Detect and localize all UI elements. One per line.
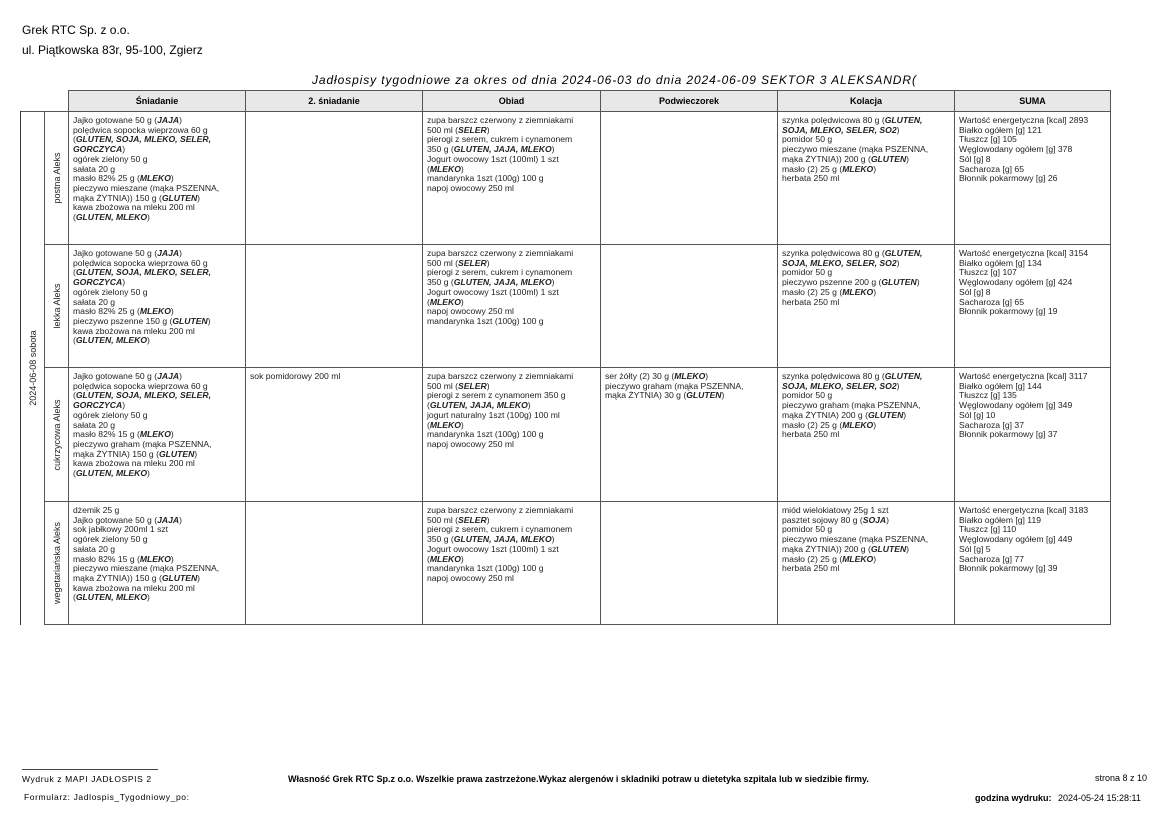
date-label: 2024-06-08 sobota	[27, 330, 38, 407]
allergen-text: MLEKO	[842, 553, 874, 564]
allergen-text: JAJA	[157, 371, 180, 381]
allergen-text: SELER	[458, 514, 487, 525]
table-header-row	[21, 91, 1111, 112]
allergen-text: GLUTEN, SOJA, MLEKO, SELER, GORCZYCA	[73, 134, 211, 155]
allergen-text: GLUTEN, JAJA, MLEKO	[429, 400, 528, 411]
allergen-text: GLUTEN, SOJA, MLEKO, SELER, GORCZYCA	[73, 267, 211, 288]
page-title: Jadłospisy tygodniowe za okres od dnia 2024-06-03 do dnia 2024-06-09 SEKTOR 3 ALEKSANDR(	[312, 73, 917, 87]
allergen-text: GLUTEN	[161, 572, 198, 583]
allergen-text: GLUTEN, JAJA, MLEKO	[453, 534, 552, 545]
company-name: Grek RTC Sp. z o.o.	[22, 23, 130, 37]
meal-cell-dinner: szynka polędwicowa 80 g (GLUTEN, SOJA, MLEKO, SELER, SO2) pomidor 50 g pieczywo pszenne 200 g (GLUTEN) masło (2) 25 g (MLEKO) herbata 250 ml	[778, 245, 955, 368]
meal-cell-dinner: szynka polędwicowa 80 g (GLUTEN, SOJA, MLEKO, SELER, SO2) pomidor 50 g pieczywo graham (mąka PSZENNA, mąka ŻYTNIA) 200 g (GLUTEN) masło (2) 25 g (MLEKO) herbata 250 ml	[778, 368, 955, 502]
allergen-text: MLEKO	[139, 173, 171, 184]
diet-cell	[45, 368, 69, 502]
footer-print-source: Wydruk z MAPI JADŁOSPIS 2	[22, 774, 152, 784]
column-header-dinner: Kolacja	[778, 91, 955, 112]
allergen-text: MLEKO	[429, 296, 461, 307]
footer-divider	[22, 769, 158, 770]
allergen-text: GLUTEN	[881, 277, 917, 288]
column-header-sum: SUMA	[955, 91, 1111, 112]
meal-cell-second-breakfast	[246, 502, 423, 625]
print-time-value: 2024-05-24 15:28:11	[1058, 793, 1141, 803]
diet-label: cukrzycowa Aleks	[51, 398, 62, 471]
diet-cell	[45, 502, 69, 625]
allergen-text: MLEKO	[139, 553, 171, 564]
allergen-text: JAJA	[157, 248, 180, 258]
date-cell	[21, 112, 45, 625]
meal-cell-afternoon-snack	[601, 502, 778, 625]
meal-cell-breakfast: Jajko gotowane 50 g (JAJA) polędwica sopocka wieprzowa 60 g (GLUTEN, SOJA, MLEKO, SELER, GORCZYCA) ogórek zielony 50 g sałata 20 g masło 82% 25 g (MLEKO) pieczywo pszenne 150 g (GLUTEN) kawa zbożowa na mleku 200 ml (GLUTEN, MLEKO)	[69, 245, 246, 368]
table-row	[21, 502, 1111, 625]
diet-label: postna Aleks	[51, 152, 62, 204]
allergen-text: SELER	[458, 257, 487, 268]
sum-cell: Wartość energetyczna [kcal] 3154 Białko ogółem [g] 134 Tłuszcz [g] 107 Węglowodany ogółem [g] 424 Sól [g] 8 Sacharoza [g] 65 Błonnik pokarmowy [g] 19	[955, 245, 1111, 368]
allergen-text: GLUTEN, SOJA, MLEKO, SELER, SO2	[782, 115, 923, 135]
meal-cell-lunch: zupa barszcz czerwony z ziemniakami 500 ml (SELER) pierogi z serem, cukrem i cynamonem 350 g (GLUTEN, JAJA, MLEKO) Jogurt owocowy 1szt (100ml) 1 szt (MLEKO) napoj owocowy 250 ml mandarynka 1szt (100g) 100 g	[423, 245, 601, 368]
allergen-text: SOJA	[862, 514, 887, 525]
meal-cell-dinner: szynka polędwicowa 80 g (GLUTEN, SOJA, MLEKO, SELER, SO2) pomidor 50 g pieczywo mieszane (mąka PSZENNA, mąka ŻYTNIA)) 200 g (GLUTEN) masło (2) 25 g (MLEKO) herbata 250 ml	[778, 112, 955, 245]
allergen-text: MLEKO	[842, 419, 874, 430]
allergen-text: SELER	[458, 380, 487, 391]
meal-cell-dinner: miód wielokiatowy 25g 1 szt pasztet sojowy 80 g (SOJA) pomidor 50 g pieczywo mieszane (mąka PSZENNA, mąka ŻYTNIA)) 200 g (GLUTEN) masło (2) 25 g (MLEKO) herbata 250 ml	[778, 502, 955, 625]
allergen-text: GLUTEN, MLEKO	[75, 335, 148, 346]
allergen-text: MLEKO	[842, 163, 874, 174]
meal-cell-afternoon-snack	[601, 245, 778, 368]
allergen-text: GLUTEN, SOJA, MLEKO, SELER, SO2	[782, 371, 923, 391]
page-number: strona 8 z 10	[1095, 773, 1148, 783]
diet-label: wegetariańska Aleks	[51, 521, 62, 605]
meal-cell-lunch: zupa barszcz czerwony z ziemniakami 500 ml (SELER) pierogi z serem z cynamonem 350 g (GLUTEN, JAJA, MLEKO) jogurt naturalny 1szt (100g) 100 ml (MLEKO) mandarynka 1szt (100g) 100 g napoj owocowy 250 ml	[423, 368, 601, 502]
meal-cell-second-breakfast: sok pomidorowy 200 ml	[246, 368, 423, 502]
meal-cell-second-breakfast	[246, 245, 423, 368]
sum-cell: Wartość energetyczna [kcal] 3117 Białko ogółem [g] 144 Tłuszcz [g] 135 Węglowodany ogółem [g] 349 Sól [g] 10 Sacharoza [g] 37 Błonnik pokarmowy [g] 37	[955, 368, 1111, 502]
allergen-text: GLUTEN, JAJA, MLEKO	[453, 277, 552, 288]
meal-cell-breakfast: dżemik 25 g Jajko gotowane 50 g (JAJA) sok jabłkowy 200ml 1 szt ogórek zielony 50 g sałata 20 g masło 82% 15 g (MLEKO) pieczywo mieszane (mąka PSZENNA, mąka ŻYTNIA)) 150 g (GLUTEN) kawa zbożowa na mleku 200 ml (GLUTEN, MLEKO)	[69, 502, 246, 625]
footer-form-name: Formularz: Jadlospis_Tygodniowy_po:	[24, 792, 190, 802]
meal-cell-afternoon-snack	[601, 112, 778, 245]
allergen-text: GLUTEN, MLEKO	[75, 212, 148, 223]
column-header-second-breakfast: 2. śniadanie	[246, 91, 423, 112]
meal-cell-afternoon-snack: ser żółty (2) 30 g (MLEKO) pieczywo graham (mąka PSZENNA, mąka ŻYTNIA) 30 g (GLUTEN)	[601, 368, 778, 502]
allergen-text: GLUTEN	[158, 448, 195, 459]
menu-table	[20, 90, 1111, 625]
allergen-text: GLUTEN	[172, 315, 208, 326]
meal-cell-breakfast: Jajko gotowane 50 g (JAJA) polędwica sopocka wieprzowa 60 g (GLUTEN, SOJA, MLEKO, SELER, GORCZYCA) ogórek zielony 50 g sałata 20 g masło 82% 25 g (MLEKO) pieczywo mieszane (mąka PSZENNA, mąka ŻYTNIA)) 150 g (GLUTEN) kawa zbożowa na mleku 200 ml (GLUTEN, MLEKO)	[69, 112, 246, 245]
column-header-breakfast: Śniadanie	[69, 91, 246, 112]
diet-cell	[45, 112, 69, 245]
table-row	[21, 368, 1111, 502]
allergen-text: MLEKO	[139, 429, 171, 440]
allergen-text: SELER	[458, 124, 487, 135]
sum-cell: Wartość energetyczna [kcal] 2893 Białko ogółem [g] 121 Tłuszcz [g] 105 Węglowodany ogółem [g] 378 Sól [g] 8 Sacharoza [g] 65 Błonnik pokarmowy [g] 26	[955, 112, 1111, 245]
print-time-label: godzina wydruku:	[975, 793, 1052, 803]
header-spacer	[45, 91, 69, 112]
allergen-text: MLEKO	[842, 286, 874, 297]
allergen-text: MLEKO	[139, 306, 171, 317]
meal-cell-second-breakfast	[246, 112, 423, 245]
meal-cell-lunch: zupa barszcz czerwony z ziemniakami 500 ml (SELER) pierogi z serem, cukrem i cynamonem 350 g (GLUTEN, JAJA, MLEKO) Jogurt owocowy 1szt (100ml) 1 szt (MLEKO) mandarynka 1szt (100g) 100 g napoj owocowy 250 ml	[423, 502, 601, 625]
column-header-lunch: Obiad	[423, 91, 601, 112]
allergen-text: GLUTEN	[867, 409, 904, 420]
allergen-text: MLEKO	[429, 553, 461, 564]
allergen-text: GLUTEN, MLEKO	[75, 468, 148, 479]
allergen-text: GLUTEN	[161, 192, 198, 203]
meal-cell-lunch: zupa barszcz czerwony z ziemniakami 500 ml (SELER) pierogi z serem, cukrem i cynamonem 350 g (GLUTEN, JAJA, MLEKO) Jogurt owocowy 1szt (100ml) 1 szt (MLEKO) mandarynka 1szt (100g) 100 g napoj owocowy 250 ml	[423, 112, 601, 245]
allergen-text: GLUTEN, MLEKO	[75, 592, 148, 603]
allergen-text: GLUTEN, JAJA, MLEKO	[453, 144, 552, 155]
allergen-text: MLEKO	[674, 371, 706, 381]
diet-cell	[45, 245, 69, 368]
company-address: ul. Piątkowska 83r, 95-100, Zgierz	[22, 43, 203, 57]
allergen-text: MLEKO	[429, 419, 461, 430]
sum-cell: Wartość energetyczna [kcal] 3183 Białko ogółem [g] 119 Tłuszcz [g] 110 Węglowodany ogółem [g] 449 Sól [g] 5 Sacharoza [g] 77 Błonnik pokarmowy [g] 39	[955, 502, 1111, 625]
meal-cell-breakfast: Jajko gotowane 50 g (JAJA) polędwica sopocka wieprzowa 60 g (GLUTEN, SOJA, MLEKO, SELER, GORCZYCA) ogórek zielony 50 g sałata 20 g masło 82% 15 g (MLEKO) pieczywo graham (mąka PSZENNA, mąka ŻYTNIA) 150 g (GLUTEN) kawa zbożowa na mleku 200 ml (GLUTEN, MLEKO)	[69, 368, 246, 502]
table-row	[21, 245, 1111, 368]
header-spacer	[21, 91, 45, 112]
allergen-text: GLUTEN	[870, 543, 907, 554]
allergen-text: JAJA	[157, 514, 180, 525]
allergen-text: GLUTEN, SOJA, MLEKO, SELER, SO2	[782, 248, 923, 268]
diet-label: lekka Aleks	[51, 283, 62, 329]
allergen-text: GLUTEN, SOJA, MLEKO, SELER, GORCZYCA	[73, 390, 211, 411]
table-row	[21, 112, 1111, 245]
column-header-afternoon-snack: Podwieczorek	[601, 91, 778, 112]
allergen-text: GLUTEN	[870, 153, 907, 164]
allergen-text: MLEKO	[429, 163, 461, 174]
allergen-text: JAJA	[157, 115, 180, 125]
allergen-text: GLUTEN	[686, 390, 722, 401]
footer-ownership-note: Własność Grek RTC Sp.z o.o. Wszelkie prawa zastrzeżone.Wykaz alergenów i skladniki potraw u dietetyka szpitala lub w siedzibie firmy.	[288, 774, 869, 784]
